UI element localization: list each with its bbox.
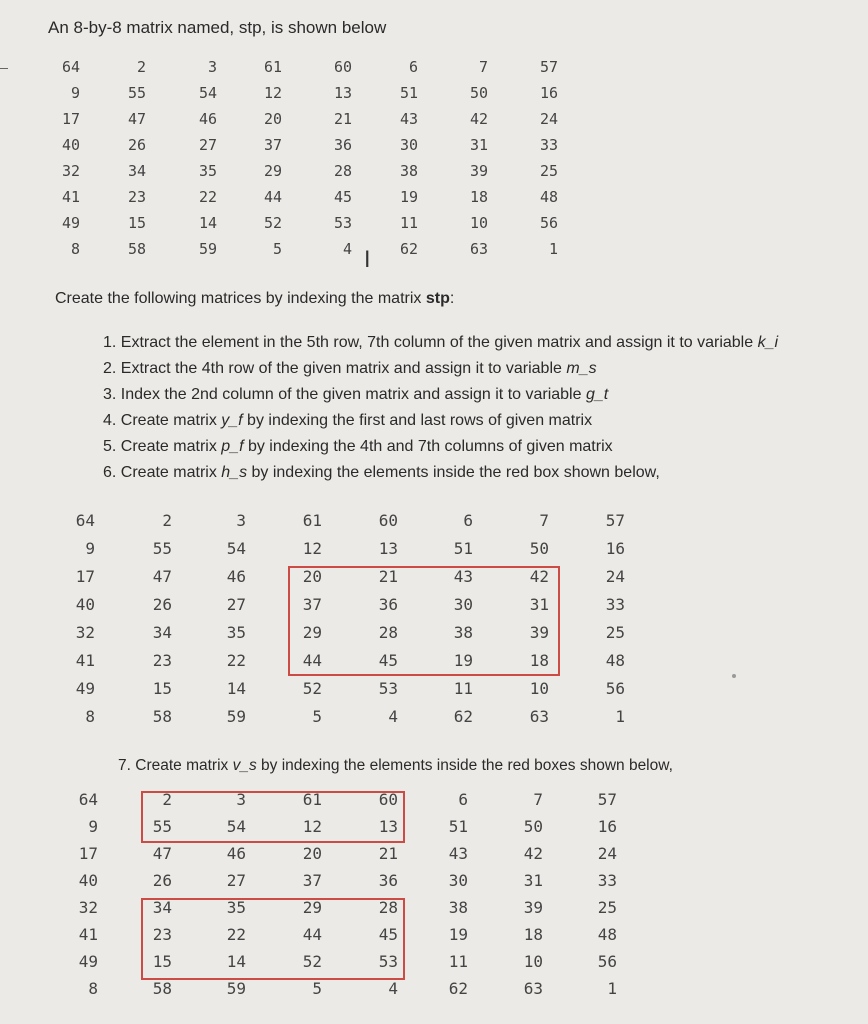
- matrix-cell: 2: [162, 511, 172, 530]
- matrix-cell: 1: [615, 707, 625, 726]
- matrix-cell: 32: [75, 623, 95, 642]
- matrix-cell: 29: [263, 162, 282, 180]
- matrix-cell: 61: [302, 790, 322, 809]
- task-list: [103, 330, 778, 486]
- matrix-cell: 47: [152, 844, 172, 863]
- matrix-cell: 50: [523, 817, 543, 836]
- task-7: [118, 757, 673, 775]
- matrix-cell: 15: [127, 214, 146, 232]
- matrix-cell: 17: [61, 110, 80, 128]
- matrix-cell: 36: [333, 136, 352, 154]
- matrix-cell: 43: [448, 844, 468, 863]
- matrix-cell: 35: [226, 898, 246, 917]
- matrix-cell: 30: [448, 871, 468, 890]
- matrix-cell: 30: [399, 136, 418, 154]
- task-tail: by indexing the 4th and 7th columns of given matrix: [243, 438, 613, 455]
- matrix-cell: 16: [597, 817, 617, 836]
- matrix-cell: 20: [302, 844, 322, 863]
- matrix-cell: 26: [127, 136, 146, 154]
- task-item: [103, 434, 778, 460]
- matrix-cell: 44: [263, 188, 282, 206]
- matrix-cell: 27: [198, 136, 217, 154]
- matrix-cell: 6: [408, 58, 418, 76]
- task-text: Extract the 4th row of the given matrix and assign it to variable: [120, 360, 567, 377]
- matrix-cell: 53: [378, 952, 398, 971]
- matrix-cell: 20: [263, 110, 282, 128]
- matrix-cell: 4: [388, 979, 398, 998]
- task-text: Create matrix: [120, 464, 222, 481]
- task-number: 2.: [103, 360, 117, 377]
- matrix-cell: 47: [152, 567, 172, 586]
- matrix-cell: 52: [263, 214, 282, 232]
- matrix-cell: 3: [236, 511, 246, 530]
- matrix-cell: 42: [529, 567, 549, 586]
- task-variable: h_s: [221, 464, 248, 481]
- task-text: Create matrix: [120, 438, 222, 455]
- matrix-cell: 4: [388, 707, 398, 726]
- matrix-cell: 5: [312, 979, 322, 998]
- matrix-cell: 32: [61, 162, 80, 180]
- matrix-cell: 56: [539, 214, 558, 232]
- matrix-cell: 37: [263, 136, 282, 154]
- task-7-tail: by indexing the elements inside the red boxes shown below,: [256, 757, 673, 774]
- text-cursor-icon: I: [364, 248, 371, 273]
- matrix-cell: 23: [152, 651, 172, 670]
- matrix-cell: 26: [152, 595, 172, 614]
- matrix-cell: 27: [226, 871, 246, 890]
- matrix-cell: 46: [226, 844, 246, 863]
- matrix-cell: 58: [152, 707, 172, 726]
- matrix-cell: 25: [539, 162, 558, 180]
- matrix-cell: 40: [78, 871, 98, 890]
- matrix-cell: 53: [333, 214, 352, 232]
- stray-dot: [732, 674, 736, 678]
- matrix-cell: 5: [272, 240, 282, 258]
- matrix-cell: 25: [597, 898, 617, 917]
- heading-matrix-name: stp: [425, 290, 450, 307]
- matrix-cell: 14: [226, 952, 246, 971]
- matrix-cell: 23: [127, 188, 146, 206]
- matrix-cell: 53: [378, 679, 398, 698]
- matrix-cell: 8: [88, 979, 98, 998]
- matrix-cell: 54: [198, 84, 217, 102]
- task-variable: g_t: [585, 386, 609, 403]
- matrix-cell: 16: [539, 84, 558, 102]
- matrix-cell: 57: [597, 790, 617, 809]
- matrix-cell: 2: [162, 790, 172, 809]
- matrix-cell: 63: [469, 240, 488, 258]
- matrix-cell: 7: [478, 58, 488, 76]
- matrix-cell: 36: [378, 595, 398, 614]
- matrix-cell: 4: [342, 240, 352, 258]
- matrix-cell: 1: [548, 240, 558, 258]
- matrix-cell: 59: [226, 707, 246, 726]
- matrix-cell: 1: [607, 979, 617, 998]
- matrix-cell: 10: [529, 679, 549, 698]
- task-number: 4.: [103, 412, 117, 429]
- matrix-cell: 61: [263, 58, 282, 76]
- task-text: Index the 2nd column of the given matrix and assign it to variable: [120, 386, 586, 403]
- matrix-cell: 7: [533, 790, 543, 809]
- matrix-cell: 52: [302, 679, 322, 698]
- matrix-cell: 45: [333, 188, 352, 206]
- matrix-cell: 18: [529, 651, 549, 670]
- task-variable: y_f: [221, 412, 243, 429]
- matrix-cell: 29: [302, 898, 322, 917]
- task-item: [103, 330, 778, 356]
- matrix-cell: 21: [378, 567, 398, 586]
- matrix-cell: 58: [127, 240, 146, 258]
- matrix-cell: 35: [198, 162, 217, 180]
- matrix-cell: 36: [378, 871, 398, 890]
- matrix-cell: 64: [61, 58, 80, 76]
- matrix-cell: 19: [448, 925, 468, 944]
- task-text: Create matrix: [120, 412, 222, 429]
- matrix-cell: 43: [453, 567, 473, 586]
- task-item: [103, 356, 778, 382]
- matrix-cell: 13: [378, 539, 398, 558]
- matrix-cell: 37: [302, 595, 322, 614]
- matrix-cell: 6: [458, 790, 468, 809]
- matrix-cell: 8: [70, 240, 80, 258]
- task-variable: k_i: [757, 334, 779, 351]
- matrix-cell: 46: [226, 567, 246, 586]
- matrix-cell: 64: [78, 790, 98, 809]
- matrix-cell: 62: [399, 240, 418, 258]
- matrix-cell: 42: [469, 110, 488, 128]
- matrix-cell: 24: [539, 110, 558, 128]
- matrix-cell: 40: [61, 136, 80, 154]
- matrix-cell: 19: [453, 651, 473, 670]
- edge-tick: [0, 68, 8, 69]
- matrix-cell: 3: [207, 58, 217, 76]
- matrix-cell: 64: [75, 511, 95, 530]
- heading-text: Create the following matrices by indexing the matrix: [55, 290, 426, 307]
- matrix-cell: 41: [78, 925, 98, 944]
- matrix-cell: 31: [523, 871, 543, 890]
- matrix-cell: 60: [333, 58, 352, 76]
- matrix-cell: 45: [378, 651, 398, 670]
- matrix-cell: 25: [605, 623, 625, 642]
- matrix-cell: 33: [539, 136, 558, 154]
- task-7-variable: v_s: [232, 757, 257, 774]
- task-tail: by indexing the elements inside the red box shown below,: [247, 464, 660, 481]
- matrix-cell: 50: [529, 539, 549, 558]
- task-variable: m_s: [566, 360, 597, 377]
- matrix-cell: 13: [333, 84, 352, 102]
- task-7-number: 7.: [118, 757, 131, 774]
- matrix-cell: 33: [605, 595, 625, 614]
- matrix-cell: 22: [198, 188, 217, 206]
- matrix-cell: 44: [302, 651, 322, 670]
- matrix-cell: 18: [469, 188, 488, 206]
- task-item: [103, 382, 778, 408]
- matrix-cell: 63: [523, 979, 543, 998]
- task-tail: by indexing the first and last rows of given matrix: [242, 412, 593, 429]
- matrix-cell: 56: [597, 952, 617, 971]
- matrix-cell: 34: [127, 162, 146, 180]
- matrix-cell: 52: [302, 952, 322, 971]
- matrix-cell: 60: [378, 790, 398, 809]
- matrix-cell: 2: [136, 58, 146, 76]
- matrix-cell: 11: [453, 679, 473, 698]
- matrix-cell: 26: [152, 871, 172, 890]
- matrix-cell: 18: [523, 925, 543, 944]
- matrix-cell: 38: [448, 898, 468, 917]
- matrix-cell: 33: [597, 871, 617, 890]
- matrix-cell: 28: [333, 162, 352, 180]
- matrix-cell: 12: [302, 539, 322, 558]
- matrix-cell: 49: [61, 214, 80, 232]
- matrix-cell: 6: [463, 511, 473, 530]
- matrix-cell: 7: [539, 511, 549, 530]
- matrix-cell: 12: [302, 817, 322, 836]
- matrix-cell: 42: [523, 844, 543, 863]
- matrix-cell: 57: [605, 511, 625, 530]
- matrix-cell: 9: [70, 84, 80, 102]
- matrix-cell: 57: [539, 58, 558, 76]
- matrix-cell: 11: [399, 214, 418, 232]
- matrix-cell: 28: [378, 898, 398, 917]
- matrix-cell: 61: [302, 511, 322, 530]
- matrix-cell: 24: [597, 844, 617, 863]
- matrix-cell: 50: [469, 84, 488, 102]
- matrix-cell: 27: [226, 595, 246, 614]
- matrix-cell: 22: [226, 651, 246, 670]
- matrix-cell: 39: [469, 162, 488, 180]
- matrix-cell: 17: [75, 567, 95, 586]
- matrix-cell: 17: [78, 844, 98, 863]
- task-item: [103, 408, 778, 434]
- matrix-cell: 62: [453, 707, 473, 726]
- matrix-cell: 5: [312, 707, 322, 726]
- matrix-cell: 44: [302, 925, 322, 944]
- task-number: 3.: [103, 386, 117, 403]
- matrix-cell: 29: [302, 623, 322, 642]
- matrix-cell: 31: [529, 595, 549, 614]
- matrix-cell: 51: [453, 539, 473, 558]
- matrix-cell: 41: [75, 651, 95, 670]
- matrix-cell: 15: [152, 679, 172, 698]
- matrix-cell: 49: [75, 679, 95, 698]
- matrix-cell: 48: [539, 188, 558, 206]
- matrix-cell: 55: [127, 84, 146, 102]
- matrix-cell: 20: [302, 567, 322, 586]
- matrix-cell: 10: [523, 952, 543, 971]
- task-number: 6.: [103, 464, 117, 481]
- matrix-cell: 15: [152, 952, 172, 971]
- task-item: [103, 460, 778, 486]
- matrix-cell: 12: [263, 84, 282, 102]
- matrix-cell: 32: [78, 898, 98, 917]
- matrix-cell: 31: [469, 136, 488, 154]
- matrix-cell: 10: [469, 214, 488, 232]
- matrix-cell: 47: [127, 110, 146, 128]
- matrix-cell: 60: [378, 511, 398, 530]
- matrix-cell: 22: [226, 925, 246, 944]
- matrix-cell: 11: [448, 952, 468, 971]
- task-text: Extract the element in the 5th row, 7th column of the given matrix and assign it to variable: [120, 334, 758, 351]
- matrix-cell: 38: [399, 162, 418, 180]
- task-number: 1.: [103, 334, 117, 351]
- matrix-cell: 14: [198, 214, 217, 232]
- matrix-cell: 43: [399, 110, 418, 128]
- matrix-cell: 37: [302, 871, 322, 890]
- matrix-cell: 38: [453, 623, 473, 642]
- matrix-cell: 39: [523, 898, 543, 917]
- matrix-cell: 34: [152, 898, 172, 917]
- matrix-cell: 40: [75, 595, 95, 614]
- matrix-cell: 14: [226, 679, 246, 698]
- task-variable: p_f: [221, 438, 244, 455]
- heading-colon: :: [449, 290, 455, 307]
- matrix-cell: 58: [152, 979, 172, 998]
- matrix-cell: 59: [226, 979, 246, 998]
- instructions-heading: [55, 290, 454, 308]
- matrix-cell: 56: [605, 679, 625, 698]
- matrix-cell: 8: [85, 707, 95, 726]
- matrix-cell: 49: [78, 952, 98, 971]
- matrix-cell: 35: [226, 623, 246, 642]
- matrix-cell: 48: [597, 925, 617, 944]
- matrix-cell: 39: [529, 623, 549, 642]
- matrix-cell: 45: [378, 925, 398, 944]
- matrix-cell: 63: [529, 707, 549, 726]
- matrix-cell: 41: [61, 188, 80, 206]
- matrix-cell: 19: [399, 188, 418, 206]
- matrix-cell: 51: [448, 817, 468, 836]
- matrix-cell: 21: [333, 110, 352, 128]
- matrix-cell: 62: [448, 979, 468, 998]
- matrix-cell: 55: [152, 817, 172, 836]
- task-7-text: Create matrix: [135, 757, 233, 774]
- matrix-cell: 28: [378, 623, 398, 642]
- matrix-cell: 21: [378, 844, 398, 863]
- matrix-cell: 59: [198, 240, 217, 258]
- matrix-cell: 3: [236, 790, 246, 809]
- page-title: An 8-by-8 matrix named, stp, is shown below: [48, 18, 387, 37]
- matrix-cell: 46: [198, 110, 217, 128]
- matrix-cell: 54: [226, 539, 246, 558]
- matrix-cell: 23: [152, 925, 172, 944]
- matrix-cell: 9: [85, 539, 95, 558]
- task-number: 5.: [103, 438, 117, 455]
- matrix-cell: 24: [605, 567, 625, 586]
- matrix-cell: 55: [152, 539, 172, 558]
- matrix-cell: 16: [605, 539, 625, 558]
- matrix-cell: 51: [399, 84, 418, 102]
- matrix-cell: 48: [605, 651, 625, 670]
- matrix-cell: 30: [453, 595, 473, 614]
- matrix-cell: 13: [378, 817, 398, 836]
- matrix-cell: 54: [226, 817, 246, 836]
- matrix-cell: 34: [152, 623, 172, 642]
- matrix-cell: 9: [88, 817, 98, 836]
